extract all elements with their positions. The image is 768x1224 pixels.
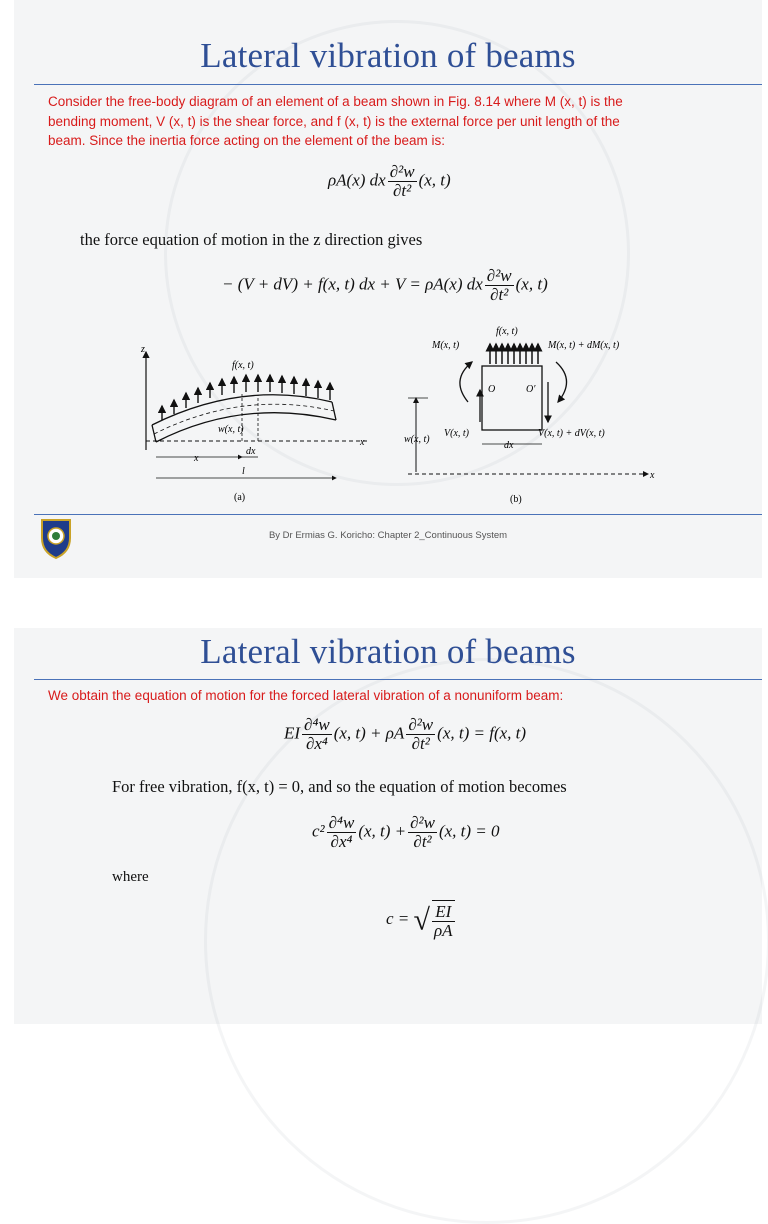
inertia-force-equation	[328, 163, 451, 201]
eq2-tail: (x, t)	[515, 274, 548, 294]
eq2-den-2: ∂t²	[413, 831, 432, 851]
c-definition-equation	[386, 900, 457, 941]
eq-second-derivative	[406, 716, 435, 754]
eq2-denominator: ∂t²	[490, 284, 509, 304]
point-o-prime-label: O′	[526, 384, 536, 395]
fb-load-label: f(x, t)	[496, 326, 518, 337]
moment-right-arc	[556, 362, 567, 402]
eq2-mid: (x, t) +	[358, 821, 407, 841]
intro-line-2: bending moment, V (x, t) is the shear force, and f (x, t) is the external force per unit length of the	[48, 113, 620, 129]
eq2-c: c²	[312, 821, 325, 841]
eq2-num-1: ∂⁴w	[328, 813, 355, 832]
eq2-num-2: ∂²w	[410, 813, 435, 832]
beam-lower-edge	[156, 413, 336, 442]
free-vibration-text: For free vibration, f(x, t) = 0, and so the equation of motion becomes	[112, 777, 567, 796]
point-o-label: O	[488, 384, 496, 395]
figure-b-caption: (b)	[510, 494, 522, 505]
fb-x-axis-label: x	[650, 470, 655, 481]
x-dimension-label: x	[194, 453, 199, 464]
forced-vibration-equation	[284, 716, 526, 754]
eq1-fraction	[388, 163, 417, 201]
eq2-den-1: ∂x⁴	[330, 831, 353, 851]
c-fraction	[432, 900, 455, 941]
title-rule-2	[34, 679, 762, 680]
fb-load-arrows	[490, 344, 538, 364]
x-axis-label: x	[360, 437, 365, 448]
eq1-numerator: ∂²w	[389, 162, 415, 181]
eq-num-1: ∂⁴w	[304, 715, 330, 734]
shear-left-label: V(x, t)	[444, 428, 469, 439]
figure-b-free-body-diagram	[398, 322, 668, 512]
fb-deflection-label: w(x, t)	[404, 434, 430, 445]
slide-1	[14, 0, 762, 578]
eq-ei: EI	[284, 723, 301, 743]
slide-2-title: Lateral vibration of beams	[200, 632, 576, 671]
length-dimension-label: l	[242, 466, 245, 477]
c-num: EI	[432, 903, 455, 922]
moment-left-arc	[460, 362, 472, 402]
eq-den-2: ∂t²	[411, 733, 430, 753]
eq-mid: (x, t) + ρA	[333, 723, 405, 743]
where-text: where	[112, 869, 149, 885]
z-axis-label: z	[141, 344, 145, 355]
footer-credit: By Dr Ermias G. Koricho: Chapter 2_Continuous System	[268, 530, 508, 541]
eq-num-2: ∂²w	[408, 715, 434, 734]
footer-rule	[34, 514, 762, 515]
intro-line-1: Consider the free-body diagram of an element of a beam shown in Fig. 8.14 where M (x, t) is the	[48, 94, 623, 109]
eq2-tail: (x, t) = 0	[438, 821, 500, 841]
deflection-label: w(x, t)	[218, 424, 244, 435]
title-rule	[34, 84, 762, 85]
beam-neutral-axis	[154, 404, 334, 434]
eq1-denominator: ∂t²	[393, 180, 412, 200]
shear-right-label: V(x, t) + dV(x, t)	[538, 428, 605, 439]
free-vibration-equation	[312, 814, 500, 852]
load-label: f(x, t)	[232, 360, 254, 371]
intro-text	[48, 92, 758, 151]
fb-dx-label: dx	[504, 440, 514, 451]
eq-den-1: ∂x⁴	[305, 733, 328, 753]
eq2-fourth-derivative	[327, 814, 357, 852]
intro-line-3: beam. Since the inertia force acting on the element of the beam is:	[48, 133, 445, 148]
figure-a-caption: (a)	[234, 492, 246, 503]
eq-tail: (x, t) = f(x, t)	[437, 723, 527, 743]
force-equation-of-motion	[222, 267, 548, 305]
eq2-fraction	[485, 267, 514, 305]
slide-2	[14, 628, 762, 1024]
dx-dimension-label: dx	[246, 446, 256, 457]
sqrt-symbol: √	[413, 903, 430, 937]
eq1-lhs: ρA(x) dx	[328, 170, 386, 190]
intro-text-2: We obtain the equation of motion for the forced lateral vibration of a nonuniform beam:	[48, 688, 564, 703]
moment-left-label: M(x, t)	[432, 340, 460, 351]
force-equation-text: the force equation of motion in the z direction gives	[80, 230, 423, 249]
eq2-lhs: − (V + dV) + f(x, t) dx + V = ρA(x) dx	[222, 274, 483, 294]
eq2-second-derivative	[408, 814, 437, 852]
eq2-numerator: ∂²w	[486, 266, 512, 285]
c-eq-lhs: c =	[386, 909, 410, 929]
c-den: ρA	[434, 920, 453, 940]
beam-element	[482, 366, 542, 430]
eq1-tail: (x, t)	[418, 170, 451, 190]
moment-right-label: M(x, t) + dM(x, t)	[548, 340, 620, 351]
slide-1-title: Lateral vibration of beams	[200, 36, 576, 75]
figure-a-beam-diagram	[122, 340, 372, 510]
eq-fourth-derivative	[302, 716, 332, 754]
